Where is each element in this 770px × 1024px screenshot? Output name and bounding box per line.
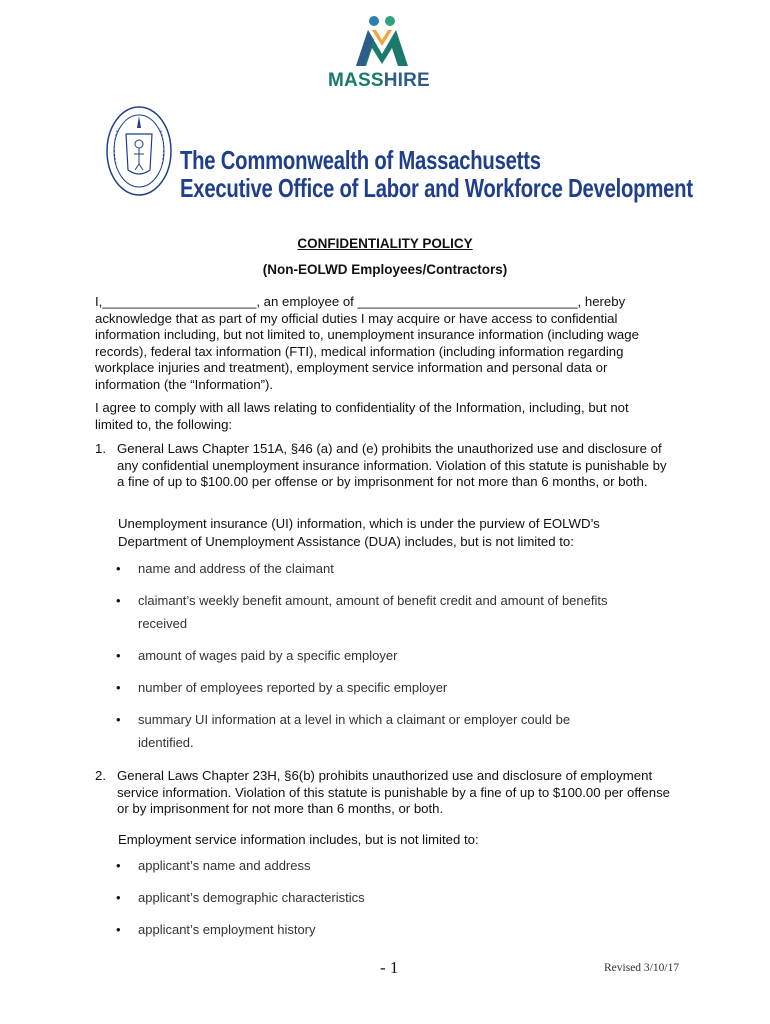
numbered-item-1 — [95, 441, 675, 491]
item-1-subtext: Unemployment insurance (UI) information, which is under the purview of EOLWD’s Department of Unemployment Assistance (DUA) includes, but is not limited to: — [118, 516, 600, 549]
brand-part-hire: HIRE — [383, 70, 430, 91]
list-item: • number of employees reported by a specific employer — [116, 676, 616, 699]
list-item: • applicant’s name and address — [116, 854, 616, 877]
item-text: General Laws Chapter 23H, §6(b) prohibits unauthorized use and disclosure of employment service information. Violation of this statute is punishable by a fine of up to $100.00 per offense or by imprisonment for not more than 6 months, or both. — [117, 768, 671, 817]
item-2-subtext: Employment service information includes, but is not limited to: — [118, 832, 479, 847]
agency-name — [180, 146, 693, 202]
list-item: • applicant’s employment history — [116, 918, 616, 941]
brand-part-mass: MASS — [328, 70, 384, 91]
masshire-wordmark — [328, 70, 430, 92]
revised-date: Revised 3/10/17 — [604, 962, 680, 974]
list-item: • summary UI information at a level in which a claimant or employer could be identified. — [116, 708, 616, 754]
list-item: • applicant’s demographic characteristics — [116, 886, 616, 909]
agreement-paragraph: I agree to comply with all laws relating to confidentiality of the Information, including, but not limited to, the following: — [95, 400, 629, 432]
item-number: 1. — [95, 441, 106, 456]
policy-subtitle: (Non-EOLWD Employees/Contractors) — [262, 262, 508, 277]
policy-title: CONFIDENTIALITY POLICY — [297, 236, 473, 251]
list-item: • amount of wages paid by a specific employer — [116, 644, 616, 667]
list-item: • name and address of the claimant — [116, 557, 616, 580]
item-number: 2. — [95, 768, 106, 783]
agency-line-2: Executive Office of Labor and Workforce Development — [180, 173, 693, 203]
numbered-item-2 — [95, 768, 685, 818]
acknowledgment-paragraph: I,_____________________, an employee of ______________________________, hereby acknowledge that as part of my official duties I may acquire or have access to confidential information including, but not limited to, unemployment insurance information (including wage records), federal tax information (FTI), medical information (including information regarding workplace injuries and treatment), employment service information and personal data or information (the “Information”). — [95, 294, 639, 392]
massachusetts-seal-icon — [104, 104, 174, 198]
agency-line-1: The Commonwealth of Massachusetts — [180, 145, 541, 175]
list-item: • claimant’s weekly benefit amount, amount of benefit credit and amount of benefits received — [116, 589, 616, 635]
ui-information-list — [116, 557, 616, 763]
item-text: General Laws Chapter 151A, §46 (a) and (e) prohibits the unauthorized use and disclosure of any confidential unemployment insurance information. Violation of this statute is punishable by a fine of up to $100.00 per offense or by imprisonment for not more than 6 months, or both. — [117, 441, 667, 490]
page-number: - 1 — [380, 958, 399, 977]
employment-service-list — [116, 854, 616, 950]
masshire-figures-icon — [320, 14, 450, 74]
